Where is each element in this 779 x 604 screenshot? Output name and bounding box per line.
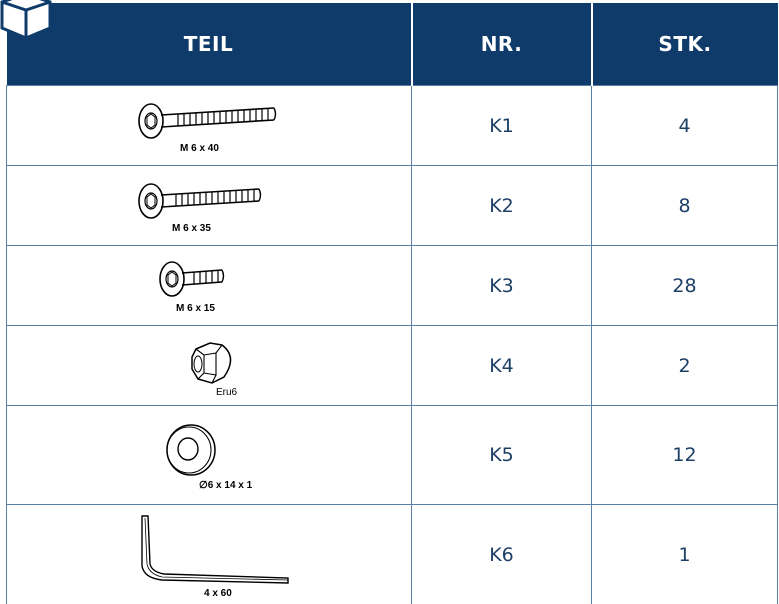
bolt-medium-icon bbox=[134, 175, 284, 237]
allen-key-icon bbox=[124, 512, 294, 598]
part-size-label: M 6 x 35 bbox=[172, 222, 211, 234]
part-nr: K3 bbox=[412, 246, 592, 326]
col-header-part: TEIL bbox=[7, 3, 412, 86]
part-size-label: Eru6 bbox=[216, 386, 238, 397]
part-qty: 2 bbox=[592, 326, 778, 406]
part-qty: 8 bbox=[592, 166, 778, 246]
part-cell bbox=[7, 166, 412, 246]
part-qty: 12 bbox=[592, 406, 778, 505]
washer-icon bbox=[129, 416, 289, 494]
table-header bbox=[7, 3, 778, 86]
bolt-long-icon bbox=[134, 95, 284, 157]
col-header-nr: NR. bbox=[412, 3, 592, 86]
table-row bbox=[7, 406, 778, 505]
bolt-short-icon bbox=[134, 255, 284, 317]
part-qty: 28 bbox=[592, 246, 778, 326]
part-nr: K5 bbox=[412, 406, 592, 505]
col-header-qty: STK. bbox=[592, 3, 778, 86]
table-row bbox=[7, 166, 778, 246]
part-nr: K6 bbox=[412, 505, 592, 604]
part-size-label: M 6 x 15 bbox=[176, 302, 215, 314]
part-size-label: 4 x 60 bbox=[204, 587, 232, 598]
table-row bbox=[7, 505, 778, 604]
table-row bbox=[7, 86, 778, 166]
package-box-icon bbox=[0, 0, 56, 42]
cap-nut-icon bbox=[134, 335, 284, 397]
part-qty: 1 bbox=[592, 505, 778, 604]
part-size-label: M 6 x 40 bbox=[180, 142, 219, 154]
part-size-label: ∅6 x 14 x 1 bbox=[199, 480, 253, 492]
part-nr: K4 bbox=[412, 326, 592, 406]
parts-table bbox=[6, 3, 778, 604]
part-nr: K2 bbox=[412, 166, 592, 246]
part-cell bbox=[7, 86, 412, 166]
part-qty: 4 bbox=[592, 86, 778, 166]
table-row bbox=[7, 246, 778, 326]
part-cell bbox=[7, 246, 412, 326]
table-row bbox=[7, 326, 778, 406]
part-cell bbox=[7, 505, 412, 604]
part-nr: K1 bbox=[412, 86, 592, 166]
part-cell bbox=[7, 326, 412, 406]
part-cell bbox=[7, 406, 412, 505]
